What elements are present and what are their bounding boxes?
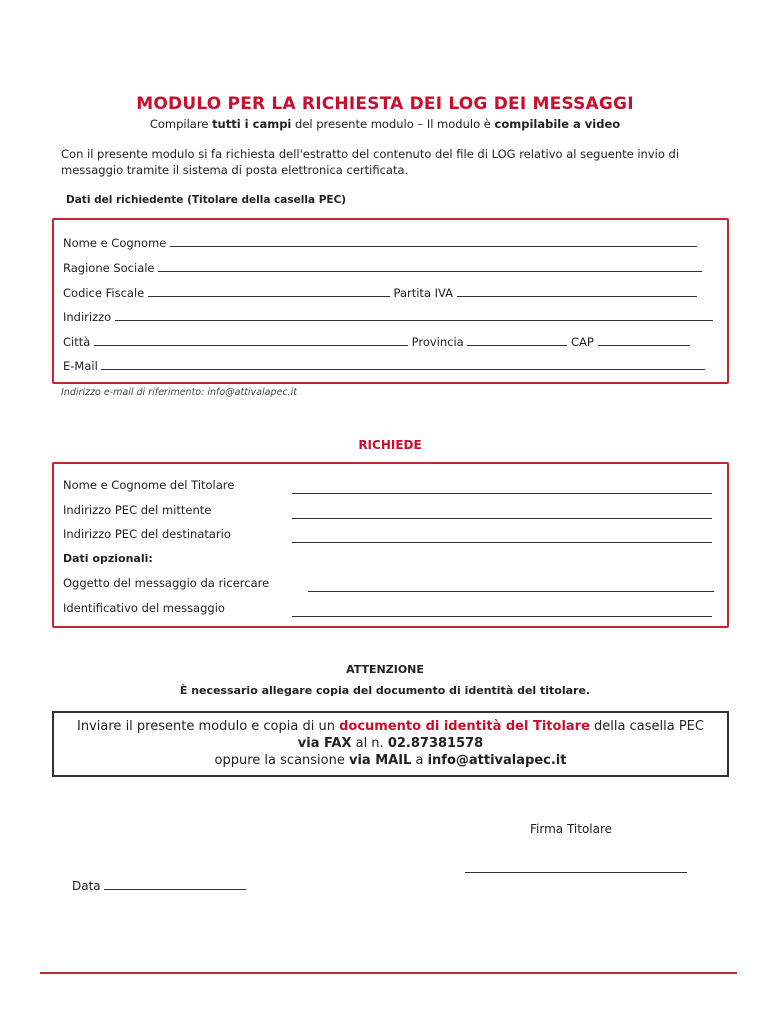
attention-text: È necessario allegare copia del documento di identità del titolare.: [179, 684, 591, 697]
input-line[interactable]: [292, 481, 712, 494]
input-line[interactable]: [170, 234, 697, 247]
field-indirizzo[interactable]: [63, 308, 713, 324]
attention-title: ATTENZIONE: [346, 663, 424, 676]
form-title: MODULO PER LA RICHIESTA DEI LOG DEI MESSAGGI: [136, 94, 634, 114]
send-text: della casella PEC: [589, 719, 704, 734]
field-label: Oggetto del messaggio da ricercare: [63, 576, 270, 590]
subtitle-emphasis: tutti i campi: [212, 117, 292, 131]
subtitle-text: del presente modulo – Il modulo è: [291, 117, 495, 131]
field-citta[interactable]: [63, 333, 690, 349]
form-subtitle: [0, 117, 770, 131]
field-email[interactable]: [63, 357, 705, 373]
field-label: Codice Fiscale: [63, 286, 145, 300]
intro-paragraph: Con il presente modulo si fa richiesta dell'estratto del contenuto del file di LOG relativo al seguente invio di messaggio tramite il sistema di posta elettronica certificata.: [61, 147, 680, 177]
input-line[interactable]: [292, 506, 712, 519]
footer-divider: [40, 972, 737, 974]
field-nome-titolare[interactable]: [63, 478, 234, 492]
input-line[interactable]: [158, 259, 702, 272]
field-pec-mittente[interactable]: [63, 503, 211, 517]
field-identificativo[interactable]: [63, 601, 225, 615]
input-line[interactable]: [308, 579, 714, 592]
input-line[interactable]: [598, 333, 690, 346]
field-label: Nome e Cognome del Titolare: [63, 478, 235, 492]
subtitle-text: Compilare: [149, 117, 213, 131]
send-line-3: [54, 752, 727, 769]
field-pec-destinatario[interactable]: [63, 527, 231, 541]
input-line[interactable]: [94, 333, 408, 346]
reference-email-note: Indirizzo e-mail di riferimento: info@attivalapec.it: [61, 387, 297, 398]
field-label: Ragione Sociale: [63, 261, 155, 275]
send-instructions-box: [52, 711, 729, 777]
field-label: E-Mail: [63, 359, 98, 373]
field-label: Partita IVA: [393, 286, 454, 300]
signature-label: Firma Titolare: [530, 822, 613, 836]
signature-line[interactable]: [465, 872, 687, 873]
send-emphasis: via MAIL: [348, 753, 412, 768]
field-oggetto[interactable]: [63, 576, 269, 590]
input-line[interactable]: [292, 530, 712, 543]
field-label: Provincia: [411, 335, 464, 349]
input-line[interactable]: [457, 284, 697, 297]
input-line[interactable]: [104, 877, 246, 890]
send-emphasis: documento di identità del Titolare: [339, 719, 590, 734]
send-text: Inviare il presente modulo e copia di un: [77, 719, 340, 734]
requester-section-label: Dati del richiedente (Titolare della casella PEC): [66, 194, 347, 206]
field-label: Indirizzo PEC del destinatario: [63, 527, 231, 541]
input-line[interactable]: [101, 357, 705, 370]
date-label: Data: [72, 879, 101, 893]
field-label: Indirizzo: [63, 310, 112, 324]
optional-data-label: Dati opzionali:: [63, 552, 153, 565]
input-line[interactable]: [148, 284, 390, 297]
field-label: CAP: [571, 335, 594, 349]
requester-box: [52, 218, 729, 384]
field-label: Indirizzo PEC del mittente: [63, 503, 212, 517]
richiede-heading: RICHIEDE: [358, 438, 422, 452]
field-label: Città: [63, 335, 91, 349]
field-label: Identificativo del messaggio: [63, 601, 225, 615]
send-text: a: [411, 753, 428, 768]
subtitle-emphasis: compilabile a video: [494, 117, 621, 131]
send-text: al n.: [351, 736, 388, 751]
request-box: [52, 462, 729, 628]
send-line-2: [54, 735, 727, 752]
send-text: oppure la scansione: [214, 753, 349, 768]
input-line[interactable]: [467, 333, 567, 346]
email-address: info@attivalapec.it: [427, 753, 567, 768]
field-nome-cognome[interactable]: [63, 234, 697, 250]
field-codice-fiscale[interactable]: [63, 284, 697, 300]
fax-number: 02.87381578: [387, 736, 484, 751]
input-line[interactable]: [292, 604, 712, 617]
field-label: Nome e Cognome: [63, 236, 167, 250]
send-emphasis: via FAX: [297, 736, 352, 751]
field-ragione-sociale[interactable]: [63, 259, 702, 275]
date-field[interactable]: [72, 877, 246, 893]
input-line[interactable]: [115, 308, 713, 321]
send-line-1: [54, 718, 727, 735]
